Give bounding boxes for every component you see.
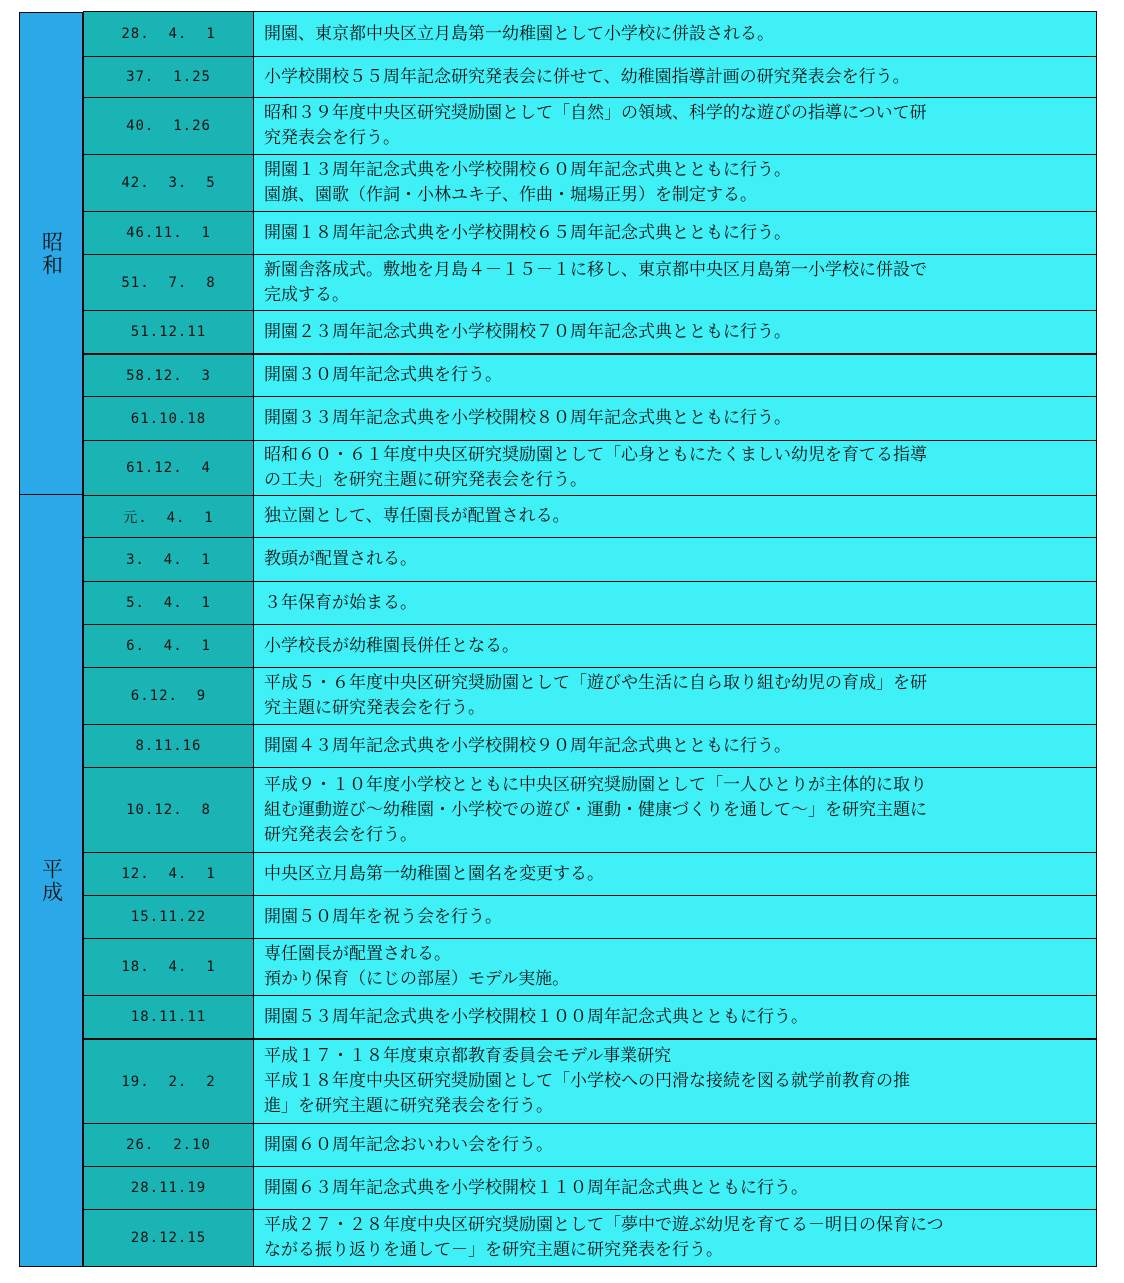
date-cell: 40. 1.26 [84, 98, 254, 154]
event-cell: 開園６０周年記念おいわい会を行う。 [254, 1124, 1096, 1166]
event-cell: 小学校長が幼稚園長併任となる。 [254, 625, 1096, 667]
event-cell: 昭和６０・６１年度中央区研究奨励園として「心身ともにたくましい幼児を育てる指導 の工夫」を研究主題に研究発表会を行う。 [254, 441, 1096, 495]
table-row [83, 1123, 1097, 1167]
date-cell: 28. 4. 1 [84, 12, 254, 56]
date-cell: 10.12. 8 [84, 768, 254, 852]
date-cell: 51.12.11 [84, 311, 254, 353]
table-row [83, 254, 1097, 311]
event-cell: 開園３３周年記念式典を小学校開校８０周年記念式典とともに行う。 [254, 397, 1096, 440]
date-cell: 19. 2. 2 [84, 1040, 254, 1123]
table-row [83, 724, 1097, 768]
event-cell: 平成２７・２８年度中央区研究奨励園として「夢中で遊ぶ幼児を育てる－明日の保育につ ながる振り返りを通して－」を研究主題に研究発表を行う。 [254, 1210, 1096, 1266]
date-cell: 61.10.18 [84, 397, 254, 440]
date-cell: 51. 7. 8 [84, 255, 254, 310]
table-row [83, 581, 1097, 625]
event-cell: 新園舎落成式。敷地を月島４－１５－１に移し、東京都中央区月島第一小学校に併設で 完成する。 [254, 255, 1096, 310]
table-row [83, 667, 1097, 725]
table-row [83, 1166, 1097, 1210]
table-row [83, 852, 1097, 896]
table-row [83, 938, 1097, 996]
date-cell: 3. 4. 1 [84, 538, 254, 581]
date-cell: 61.12. 4 [84, 441, 254, 495]
era-label: 昭和 [39, 230, 64, 277]
table-row [83, 11, 1097, 57]
date-cell: 18.11.11 [84, 996, 254, 1038]
event-cell: 開園２３周年記念式典を小学校開校７０周年記念式典とともに行う。 [254, 311, 1096, 353]
table-row [83, 97, 1097, 155]
date-cell: 26. 2.10 [84, 1124, 254, 1166]
era-showa [19, 12, 83, 495]
event-cell: 中央区立月島第一幼稚園と園名を変更する。 [254, 853, 1096, 895]
date-cell: 28.11.19 [84, 1167, 254, 1209]
event-cell: 平成９・１０年度小学校とともに中央区研究奨励園として「一人ひとりが主体的に取り 組む運動遊び～幼稚園・小学校での遊び・運動・健康づくりを通して～」を研究主題に 研究発表会を行う。 [254, 768, 1096, 852]
table-row [83, 1038, 1097, 1124]
date-cell: 元. 4. 1 [84, 496, 254, 537]
table-row [83, 767, 1097, 853]
table-row [83, 537, 1097, 582]
era-heisei [19, 494, 83, 1267]
table-row [83, 895, 1097, 939]
event-cell: 昭和３９年度中央区研究奨励園として「自然」の領域、科学的な遊びの指導について研 究発表会を行う。 [254, 98, 1096, 154]
table-row [83, 624, 1097, 668]
event-cell: 教頭が配置される。 [254, 538, 1096, 581]
table-row [83, 56, 1097, 98]
table-row [83, 440, 1097, 496]
event-cell: 開園１３周年記念式典を小学校開校６０周年記念式典とともに行う。 園旗、園歌（作詞・小林ユキ子、作曲・堀場正男）を制定する。 [254, 155, 1096, 211]
table-row [83, 154, 1097, 212]
event-cell: ３年保育が始まる。 [254, 582, 1096, 624]
date-cell: 15.11.22 [84, 896, 254, 938]
event-cell: 開園６３周年記念式典を小学校開校１１０周年記念式典とともに行う。 [254, 1167, 1096, 1209]
table-row [83, 495, 1097, 538]
date-cell: 6. 4. 1 [84, 625, 254, 667]
date-cell: 46.11. 1 [84, 212, 254, 254]
event-cell: 小学校開校５５周年記念研究発表会に併せて、幼稚園指導計画の研究発表会を行う。 [254, 57, 1096, 97]
event-cell: 平成１７・１８年度東京都教育委員会モデル事業研究 平成１８年度中央区研究奨励園として「小学校への円滑な接続を図る就学前教育の推 進」を研究主題に研究発表会を行う。 [254, 1040, 1096, 1123]
table-row [83, 211, 1097, 255]
table-row [83, 396, 1097, 441]
date-cell: 12. 4. 1 [84, 853, 254, 895]
date-cell: 18. 4. 1 [84, 939, 254, 995]
date-cell: 28.12.15 [84, 1210, 254, 1266]
event-cell: 開園３０周年記念式典を行う。 [254, 355, 1096, 396]
era-label: 平成 [39, 857, 64, 904]
table-row [83, 353, 1097, 397]
event-cell: 専任園長が配置される。 預かり保育（にじの部屋）モデル実施。 [254, 939, 1096, 995]
date-cell: 42. 3. 5 [84, 155, 254, 211]
event-cell: 開園１８周年記念式典を小学校開校６５周年記念式典とともに行う。 [254, 212, 1096, 254]
date-cell: 37. 1.25 [84, 57, 254, 97]
date-cell: 6.12. 9 [84, 668, 254, 724]
event-cell: 開園４３周年記念式典を小学校開校９０周年記念式典とともに行う。 [254, 725, 1096, 767]
event-cell: 平成５・６年度中央区研究奨励園として「遊びや生活に自ら取り組む幼児の育成」を研 究主題に研究発表会を行う。 [254, 668, 1096, 724]
table-row [83, 995, 1097, 1039]
event-cell: 開園、東京都中央区立月島第一幼稚園として小学校に併設される。 [254, 12, 1096, 56]
date-cell: 8.11.16 [84, 725, 254, 767]
date-cell: 5. 4. 1 [84, 582, 254, 624]
event-cell: 開園５０周年を祝う会を行う。 [254, 896, 1096, 938]
date-cell: 58.12. 3 [84, 355, 254, 396]
table-row [83, 310, 1097, 354]
event-cell: 開園５３周年記念式典を小学校開校１００周年記念式典とともに行う。 [254, 996, 1096, 1038]
table-row [83, 1209, 1097, 1267]
event-cell: 独立園として、専任園長が配置される。 [254, 496, 1096, 537]
